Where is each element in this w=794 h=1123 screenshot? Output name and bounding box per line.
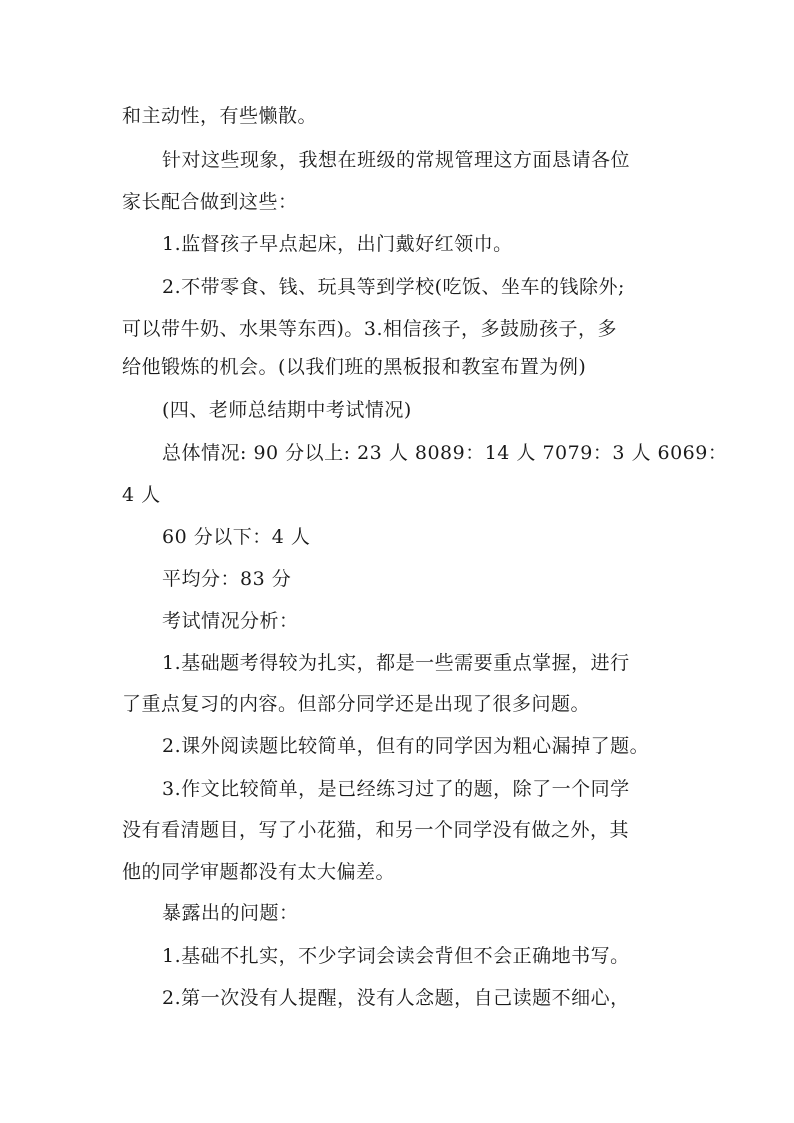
text-line: 4 人 [122, 484, 161, 506]
text-line: 考试情况分析： [162, 610, 299, 632]
text-line: 暴露出的问题： [162, 902, 299, 924]
text-line: 给他锻炼的机会。(以我们班的黑板报和教室布置为例) [122, 356, 587, 378]
text-line: 1.基础题考得较为扎实，都是一些需要重点掌握，进行 [162, 652, 630, 674]
text-line: 家长配合做到这些： [122, 191, 298, 213]
text-line: 没有看清题目，写了小花猫，和另一个同学没有做之外，其 [122, 819, 630, 841]
text-line: 60 分以下：4 人 [162, 526, 311, 548]
text-line: 1.基础不扎实，不少字词会读会背但不会正确地书写。 [162, 945, 630, 967]
text-line: (四、老师总结期中考试情况) [162, 399, 412, 421]
text-line: 2.第一次没有人提醒，没有人念题，自己读题不细心， [162, 987, 630, 1009]
text-line: 总体情况: 90 分以上: 23 人 8089：14 人 7079：3 人 6069： [162, 442, 728, 464]
text-line: 2.不带零食、钱、玩具等到学校(吃饭、坐车的钱除外; [162, 276, 625, 298]
text-line: 针对这些现象，我想在班级的常规管理这方面恳请各位 [162, 149, 631, 171]
text-line: 平均分：83 分 [162, 568, 292, 590]
text-line: 可以带牛奶、水果等东西)。3.相信孩子，多鼓励孩子，多 [122, 318, 618, 340]
text-line: 和主动性，有些懒散。 [122, 105, 318, 127]
text-line: 1.监督孩子早点起床，出门戴好红领巾。 [162, 233, 513, 255]
text-line: 2.课外阅读题比较简单，但有的同学因为粗心漏掉了题。 [162, 735, 650, 757]
text-line: 他的同学审题都没有太大偏差。 [122, 861, 396, 883]
text-line: 了重点复习的内容。但部分同学还是出现了很多问题。 [122, 693, 591, 715]
text-line: 3.作文比较简单，是已经练习过了的题，除了一个同学 [162, 778, 630, 800]
